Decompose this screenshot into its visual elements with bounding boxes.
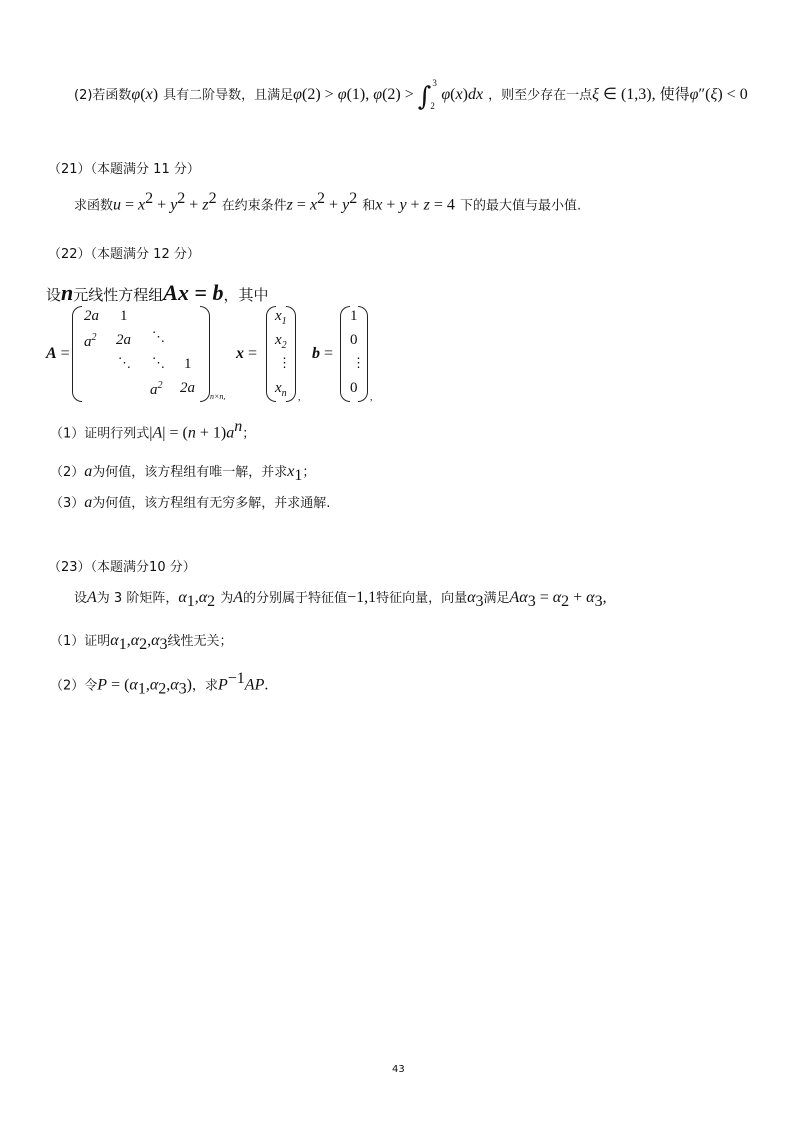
matrix-A-label: A = [46,345,70,362]
page-number: 43 [392,1064,405,1075]
q21-text-3: 和 [362,198,376,214]
q22-lead: 设n元线性方程组Ax = b，其中 [46,280,269,305]
q22-sub1: （1）证明行列式$|A| = (n + 1)a^n$； [50,418,256,442]
vector-x-label: x = [236,345,258,362]
q20-text-1: 具有二阶导数，且满足 [163,88,294,103]
q22-header: （22）（本题满分 12 分） [48,247,200,262]
integral-sign: ∫ [417,82,432,112]
q22-sub3: （3）a为何值，该方程组有无穷多解，并求通解. [50,494,331,511]
q20-text-2: ，则至少存在一点 [488,88,593,103]
matrix-A: 2a 1 $a^2$ 2a ⋱ ⋱ ⋱ 1 $a^2$ 2a [72,306,210,402]
vector-b-label: b = [312,345,334,362]
q21-header: （21）（本题满分 11 分） [48,162,200,177]
math-phi-x: φ [131,86,141,103]
q23-sub2: （2）令$P = (\alpha_1,\alpha_2,\alpha_3)$，求$P^{-1}AP$. [50,670,269,698]
vector-x: $x_1$ $x_2$ ⋮ $x_n$ [266,306,296,402]
q21-body: 求函数$u = x^2 + y^2 + z^2$ 在约束条件$z = x^2 + y^2$ 和x + y + z = 4 下的最大值与最小值. [74,190,582,214]
q23-header: （23）（本题满分10 分） [48,560,196,575]
matrix-A-size: n×n, [210,392,226,401]
integral-limits: 3 2 [430,78,437,111]
q23-sub1: （1）证明$\alpha_1,\alpha_2,\alpha_3$线性无关； [50,632,233,654]
math-xi: ξ [592,86,600,103]
q20-prefix: (2)若函数 [74,88,132,103]
q22-sub2: （2）a为何值，该方程组有唯一解，并求$x_1$； [50,463,316,485]
q21-text-2: 在约束条件 [221,198,287,214]
q20-text-3: 使得 [659,85,690,103]
q21-text-4: 下的最大值与最小值. [459,198,582,214]
vector-b: 1 0 ⋮ 0 [340,306,368,402]
q23-body: 设A为 3 阶矩阵，$\alpha_1,\alpha_2$ 为A的分别属于特征值−1,1特征向量，向量$\alpha_3$满足$A\alpha_3 = \alpha_2 + \alpha_3$, [74,589,607,611]
math-condition: φ [293,86,303,103]
q21-text-1: 求函数 [74,198,114,214]
q20-part2-line: (2)若函数φ(x) 具有二阶导数，且满足φ(2) > φ(1), φ(2) > ∫ 3 2 φ(x)dx ，则至少存在一点ξ ∈ (1,3), 使得φ″(ξ) < 0 [74,78,748,112]
